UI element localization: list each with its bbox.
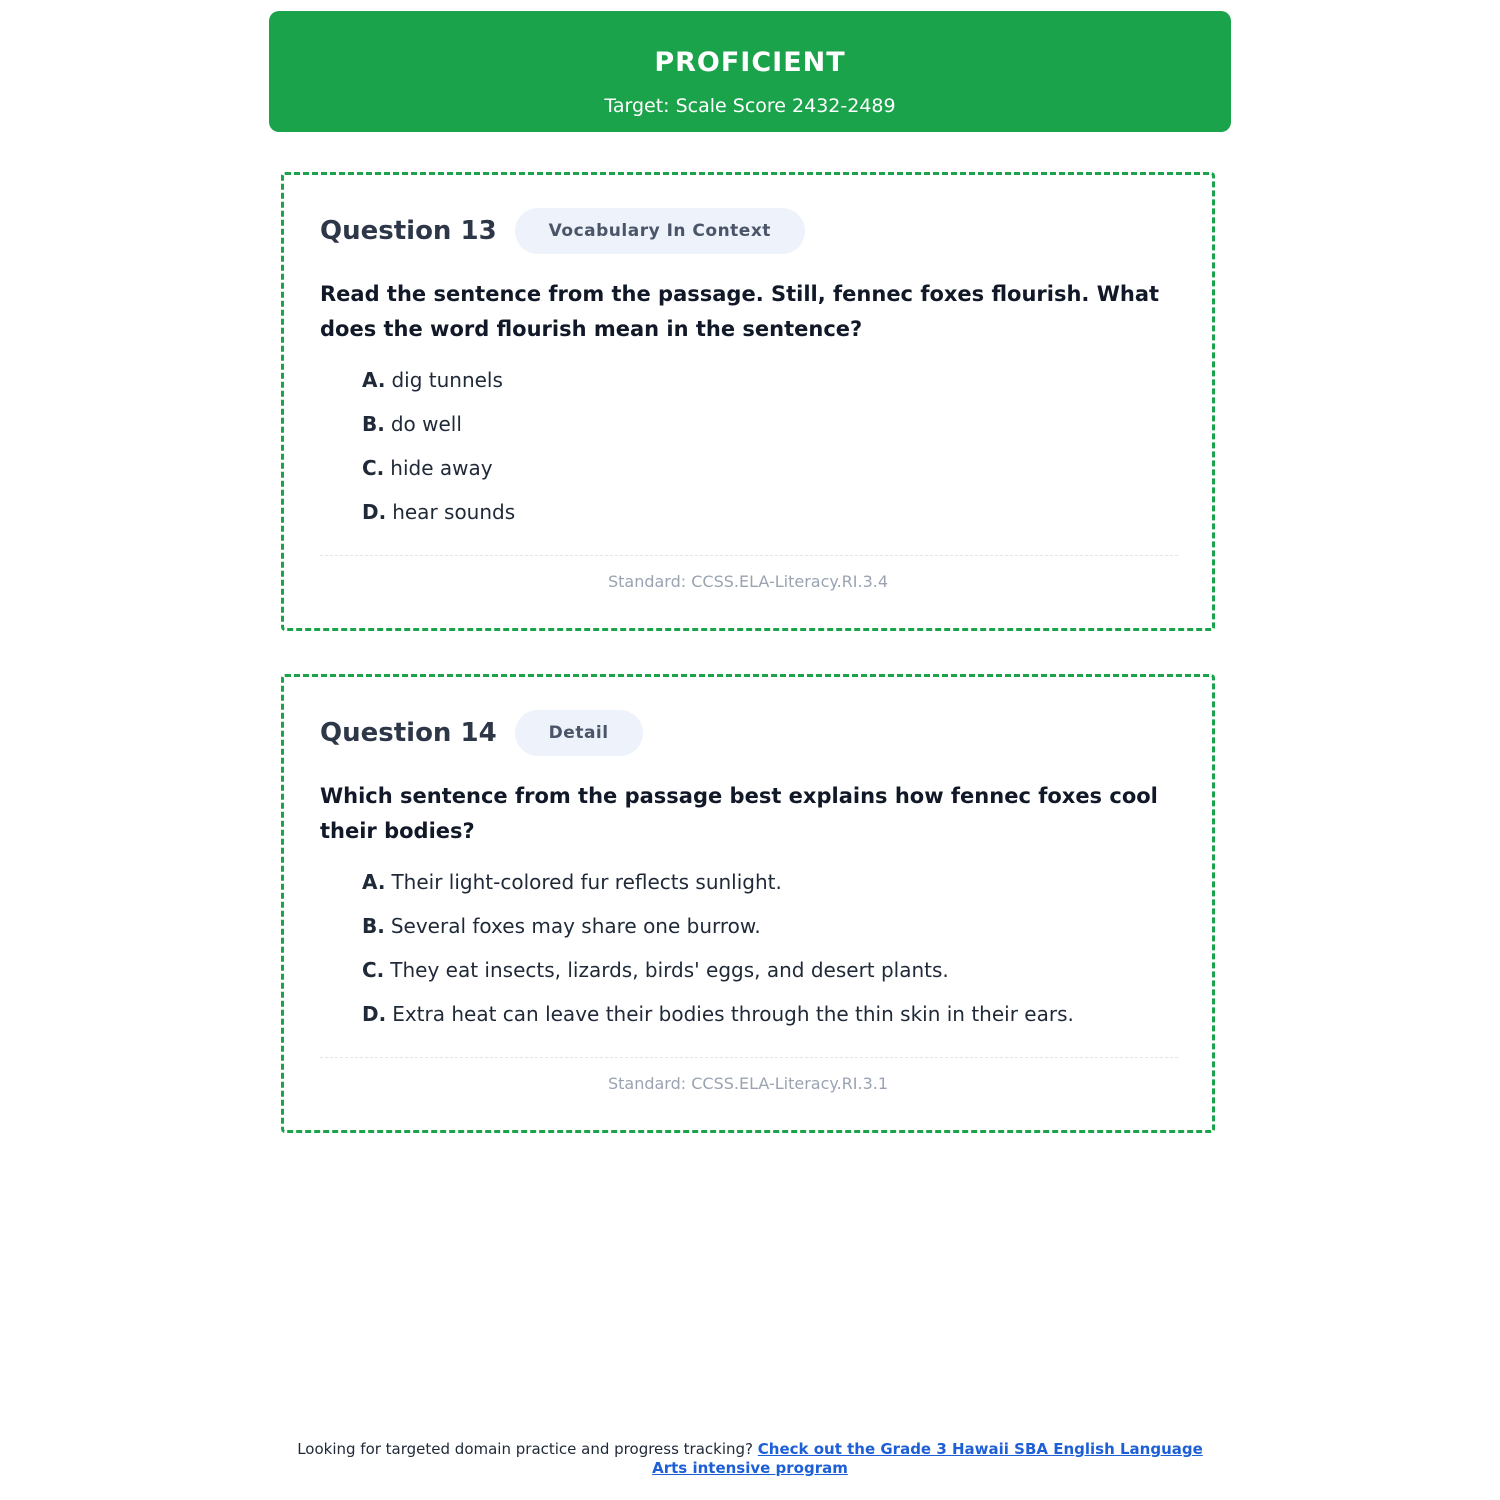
answer-choice-a[interactable] [362, 865, 1074, 909]
question-header [320, 208, 805, 254]
standard-label: Standard: CCSS.ELA-Literacy.RI.3.4 [607, 572, 889, 591]
question-category-badge: Vocabulary In Context [515, 208, 805, 254]
question-number: Question 14 [320, 718, 497, 748]
answer-choice-b[interactable] [362, 407, 515, 451]
banner-target-score: Target: Scale Score 2432-2489 [604, 95, 896, 117]
answer-choice-b[interactable] [362, 909, 1074, 953]
choice-letter: C. [362, 456, 385, 480]
choice-letter: A. [362, 368, 386, 392]
choice-text: dig tunnels [391, 368, 503, 392]
choice-text: Extra heat can leave their bodies through the thin skin in their ears. [392, 1002, 1074, 1026]
proficiency-banner [269, 11, 1231, 132]
banner-title: PROFICIENT [654, 47, 846, 78]
choice-letter: A. [362, 870, 386, 894]
choice-letter: B. [362, 412, 385, 436]
choice-text: hide away [390, 456, 493, 480]
choice-text: hear sounds [392, 500, 516, 524]
footer-promo [290, 1440, 1210, 1478]
choice-letter: C. [362, 958, 385, 982]
answer-choice-c[interactable] [362, 953, 1074, 997]
program-link[interactable]: Check out the Grade 3 Hawaii SBA English Language Arts intensive program [652, 1440, 1203, 1477]
answer-choices [362, 363, 515, 539]
divider [320, 1057, 1178, 1058]
answer-choices [362, 865, 1074, 1041]
answer-choice-a[interactable] [362, 363, 515, 407]
question-number: Question 13 [320, 216, 497, 246]
question-header [320, 710, 643, 756]
choice-text: Several foxes may share one burrow. [390, 914, 761, 938]
choice-text: They eat insects, lizards, birds' eggs, and desert plants. [390, 958, 949, 982]
standard-label: Standard: CCSS.ELA-Literacy.RI.3.1 [607, 1074, 889, 1093]
question-prompt: Which sentence from the passage best explains how fennec foxes cool their bodies? [320, 784, 1158, 843]
footer-text: Looking for targeted domain practice and progress tracking? [297, 1440, 754, 1458]
question-card-14 [281, 674, 1215, 1133]
answer-choice-d[interactable] [362, 495, 515, 539]
choice-text: do well [390, 412, 462, 436]
choice-text: Their light-colored fur reflects sunlight. [391, 870, 782, 894]
choice-letter: D. [362, 1002, 387, 1026]
choice-letter: B. [362, 914, 385, 938]
answer-choice-c[interactable] [362, 451, 515, 495]
choice-letter: D. [362, 500, 387, 524]
answer-choice-d[interactable] [362, 997, 1074, 1041]
question-category-badge: Detail [515, 710, 643, 756]
divider [320, 555, 1178, 556]
question-prompt: Read the sentence from the passage. Still, fennec foxes flourish. What does the word flourish mean in the sentence? [320, 282, 1160, 341]
question-card-13 [281, 172, 1215, 631]
